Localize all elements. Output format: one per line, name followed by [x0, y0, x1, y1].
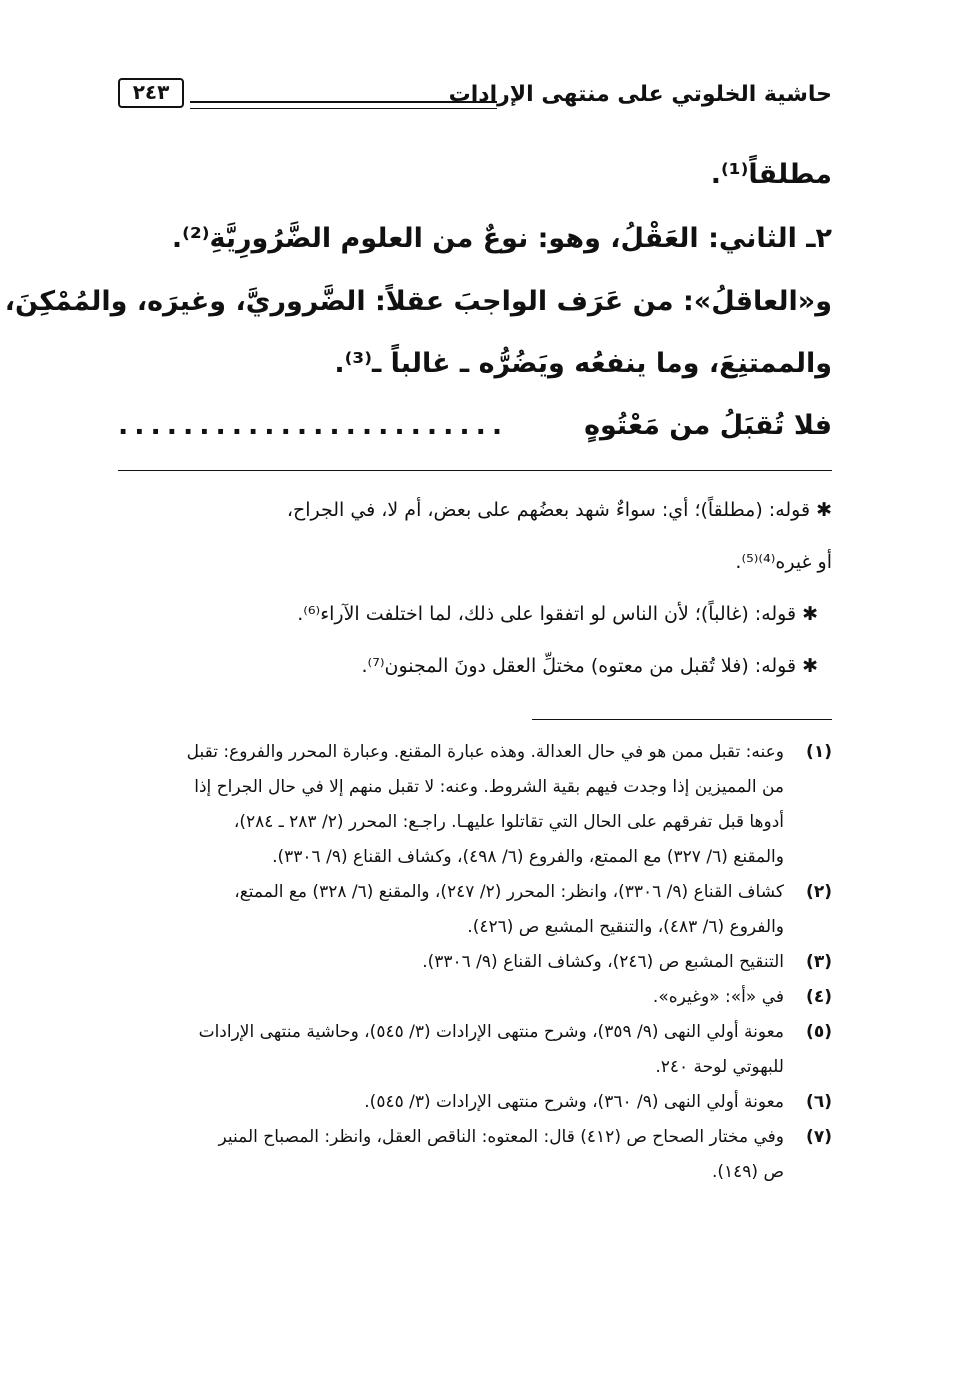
- page-number: ٢٤٣: [118, 78, 184, 108]
- main-line: مطلقاً⁽¹⁾.: [710, 159, 832, 190]
- footnote-1: [118, 735, 832, 875]
- footnote-number: (٤): [806, 987, 832, 1007]
- footnote-line: ص (١٤٩).: [711, 1162, 784, 1182]
- main-line: و«العاقلُ»: من عَرَف الواجبَ عقلاً: الضَّروريَّ، وغيرَه، والمُمْكِنَ،: [4, 286, 832, 317]
- footnote-line: وعنه: تقبل ممن هو في حال العدالة. وهذه عبارة المقنع. وعبارة المحرر والفروع: تقبل: [186, 742, 784, 762]
- footnote-number: (٣): [806, 952, 832, 972]
- footnote-line: كشاف القناع (٩/ ٣٣٠٦)، وانظر: المحرر (٢/ ٢٤٧)، والمقنع (٦/ ٣٢٨) مع الممتع،: [234, 882, 784, 902]
- comment-line: قوله: (فلا تُقبل من معتوه) مختلِّ العقل دونَ المجنون⁽⁷⁾.: [361, 655, 797, 677]
- footnote-number: (٦): [806, 1092, 832, 1112]
- main-line-text: فلا تُقبَلُ من مَعْتُوهٍ: [584, 410, 832, 441]
- footnotes-section: [118, 735, 832, 1190]
- footnote-number: (٥): [806, 1022, 832, 1042]
- footnote-2: [118, 875, 832, 945]
- main-line-last: [118, 411, 832, 473]
- page-header: [118, 78, 832, 128]
- footnote-line: من المميزين إذا وجدت فيهم بقية الشروط. وعنه: لا تقبل منهم إلا في حال الجراح إذا: [194, 777, 784, 797]
- asterisk-icon: ✱: [816, 499, 832, 521]
- continuation-dots: ........................: [118, 410, 509, 441]
- commentary-separator: [118, 470, 832, 471]
- main-text: [4, 159, 832, 473]
- footnote-line: للبهوتي لوحة ٢٤٠.: [655, 1057, 784, 1077]
- footnote-line: وفي مختار الصحاح ص (٤١٢) قال: المعتوه: الناقص العقل، وانظر: المصباح المنير: [218, 1127, 784, 1147]
- comment-entry: [118, 588, 832, 640]
- footnote-line: التنقيح المشبع ص (٢٤٦)، وكشاف القناع (٩/ ٣٣٠٦).: [422, 952, 784, 972]
- footnote-7: [118, 1120, 832, 1190]
- footnote-line: معونة أولي النهى (٩/ ٣٦٠)، وشرح منتهى الإرادات (٣/ ٥٤٥).: [364, 1092, 784, 1112]
- comment-line: قوله: (مطلقاً)؛ أي: سواءٌ شهد بعضُهم على بعض، أم لا، في الجراح،: [286, 499, 811, 521]
- footnote-6: [118, 1085, 832, 1120]
- footnote-number: (١): [806, 742, 832, 762]
- comment-entry: [118, 640, 832, 692]
- footnote-line: في «أ»: «وغيره».: [652, 987, 784, 1007]
- footnote-4: [118, 980, 832, 1015]
- main-line: والممتنِعَ، وما ينفعُه ويَضُرُّه ـ غالباً ـ⁽³⁾.: [334, 348, 832, 379]
- comment-line: قوله: (غالباً)؛ لأن الناس لو اتفقوا على ذلك، لما اختلفت الآراء⁽⁶⁾.: [297, 603, 797, 625]
- footnote-line: أدوها قبل تفرقهم على الحال التي تقاتلوا عليهـا. راجـع: المحرر (٢/ ٢٨٣ ـ ٢٨٤)،: [233, 812, 784, 832]
- comment-line: أو غيره⁽⁴⁾⁽⁵⁾.: [735, 551, 832, 573]
- header-rule: [190, 101, 497, 109]
- running-title: حاشية الخلوتي على منتهى الإرادات: [448, 82, 832, 107]
- footnote-number: (٧): [806, 1127, 832, 1147]
- footnote-separator: [532, 719, 832, 720]
- footnote-line: والمقنع (٦/ ٣٢٧) مع الممتع، والفروع (٦/ ٤٩٨)، وكشاف القناع (٩/ ٣٣٠٦).: [272, 847, 784, 867]
- footnote-3: [118, 945, 832, 980]
- footnote-line: والفروع (٦/ ٤٨٣)، والتنقيح المشبع ص (٤٢٦).: [467, 917, 784, 937]
- commentary-section: [118, 484, 832, 692]
- footnote-line: معونة أولي النهى (٩/ ٣٥٩)، وشرح منتهى الإرادات (٣/ ٥٤٥)، وحاشية منتهى الإرادات: [198, 1022, 784, 1042]
- comment-entry: [118, 484, 832, 588]
- footnote-number: (٢): [806, 882, 832, 902]
- asterisk-icon: ✱: [802, 655, 818, 677]
- main-line: ٢ـ الثاني: العَقْلُ، وهو: نوعٌ من العلوم الضَّرُورِيَّةِ⁽²⁾.: [171, 223, 832, 254]
- asterisk-icon: ✱: [802, 603, 818, 625]
- footnote-5: [118, 1015, 832, 1085]
